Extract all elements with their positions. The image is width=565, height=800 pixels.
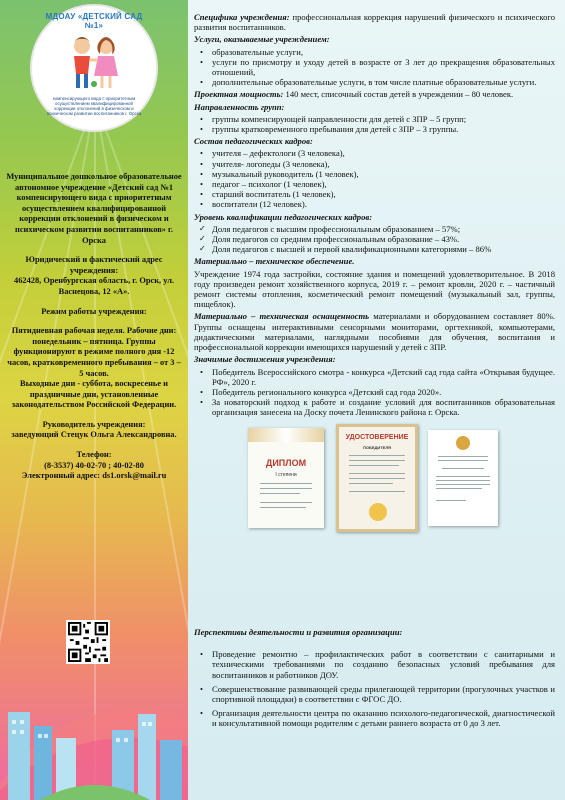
winner-certificate-image [336, 424, 418, 532]
list-item: • Победитель регионального конкурса «Детский сад года 2020». [194, 387, 555, 397]
winner-certificate-subtitle: ПОБЕДИТЕЛЯ [362, 444, 392, 450]
honor-board-certificate-image [428, 430, 498, 526]
list-item: • За новаторский подход к работе и создание условий для воспитанников образовательная организация занесена на Доску почета Ленинского района г. Орска. [194, 397, 555, 417]
phone: (8-3537) 40-02-70 ; 40-02-80 [44, 460, 144, 470]
qual-list [194, 224, 555, 255]
achv-heading: Значимые достижения учреждения: [194, 354, 336, 365]
spec-text: профессиональная коррекция нарушений физического и психического развития воспитанников. [194, 12, 555, 33]
qr-code-icon[interactable] [66, 620, 110, 664]
list-item: • группы компенсирующей направленности для детей с ЗПР – 5 групп; [194, 114, 555, 124]
logo-title: МДОАУ «ДЕТСКИЙ САД №1» [45, 12, 143, 30]
address-heading: Юридический и фактический адрес учреждения: [25, 255, 163, 275]
list-item: • Проведение ремонтно – профилактических работ в соответствии с санитарными и техническими требованиями по созданию безопасных условий пребывания для воспитанников и работников ДОУ. [194, 649, 555, 680]
groups-list [194, 114, 555, 134]
capacity-text: 140 мест, списочный состав детей в учреждении – 80 человек. [283, 89, 514, 100]
equip-text: материалами и оборудованием составляет 80%. Группы оснащены интерактивными сенсорными мониторами, оргтехникой, компьютерами, дидактическими материалами, наглядными пособиями для обучения, воспитания и профессиональной коррекции имеющихся нарушений у детей с ЗПР. [194, 311, 556, 353]
city-skyline-icon [0, 660, 188, 800]
staff-heading: Состав педагогических кадров: [194, 136, 313, 147]
children-logo-icon [62, 30, 126, 94]
services-list [194, 47, 555, 88]
head-name: заведующий Стецук Ольга Александровна. [11, 430, 177, 440]
persp-list [194, 649, 555, 728]
email[interactable]: ds1.orsk@mail.ru [102, 471, 167, 481]
list-item: • дополнительные образовательные услуги, в том числе платные образовательные услуги. [194, 77, 555, 87]
list-item: • Победитель Всероссийского смотра - конкурса «Детский сад года сайта «Открывая будущее. РФ», 2020 г. [194, 367, 555, 387]
list-item: • учителя- логопеды (3 человека), [194, 159, 555, 169]
capacity-label: Проектная мощность: [194, 89, 284, 100]
persp-heading: Перспективы деятельности и развития организации: [194, 627, 403, 637]
diploma-title: ДИПЛОМ [265, 457, 307, 468]
list-item: • педагог – психолог (1 человек), [194, 179, 555, 189]
list-item: • услуги по присмотру и уходу детей в возрасте от 3 лет до прекращения образовательных отношений, [194, 57, 555, 77]
schedule-heading: Режим работы учреждения: [41, 306, 147, 316]
right-panel [188, 0, 565, 800]
list-item: • образовательные услуги, [194, 47, 555, 57]
weekend-text: Выходные дни - суббота, воскресенье и праздничные дни, установленные законодательством Российской Федерации. [11, 379, 177, 410]
org-name: Муниципальное дошкольное образовательное автономное учреждение «Детский сад №1 компенсирующего вида с приоритетным осуществлением квалифицированной коррекции отклонений в физическом и психическом развитии воспитанников» г. Орска [6, 172, 182, 245]
list-item: • воспитатели (12 человек). [194, 199, 555, 209]
left-panel [0, 0, 188, 800]
winner-certificate-title: УДОСТОВЕРЕНИЕ [345, 433, 409, 441]
list-item: ✓ Доля педагогов со средним профессиональным образование – 43%. [194, 234, 555, 244]
diploma-image [248, 428, 324, 528]
list-item: • Организация деятельности центра по оказанию психолого-педагогической, диагностической и консультативной помощи родителям с детьми раннего возраста от 0 до 3 лет. [194, 708, 555, 728]
schedule-text: Пятидневная рабочая неделя. Рабочие дни: понедельник – пятница. Группы функционируют в режиме полного дня -12 часов, кратковременного пребывания – от 3 – 5 часов. [7, 326, 181, 378]
list-item: • группы кратковременного пребывания для детей с ЗПР – 3 группы. [194, 124, 555, 134]
diploma-subtitle: I степени [275, 471, 297, 478]
email-label: Электронный адрес: [21, 471, 101, 481]
list-item: • Совершенствование развивающей среды прилегающей территории (прогулочных участков и спортивной площадки) в соответствии с ФГОС ДО. [194, 684, 555, 704]
org-info [6, 172, 182, 491]
list-item: • старший воспитатель (1 человек), [194, 189, 555, 199]
list-item: • учителя – дефектологи (3 человека), [194, 148, 555, 158]
logo-subtitle: компенсирующего вида с приоритетным осуществлением квалифицированной коррекции отклонений в физическом и психическом развитии воспитанников г. Орска [46, 96, 142, 116]
phone-heading: Телефон: [76, 450, 112, 460]
address: 462428, Оренбургская область, г. Орск, ул. Васнецова, 12 «А». [14, 276, 174, 296]
certificates [194, 424, 555, 534]
groups-heading: Направленность групп: [194, 101, 285, 112]
list-item: ✓ Доля педагогов с высшим профессиональным образованием – 57%; [194, 224, 555, 234]
qual-heading: Уровень квалификации педагогических кадров: [194, 211, 373, 222]
perspectives-section [194, 627, 555, 733]
base-heading: Материально – техническое обеспечение. [194, 256, 355, 267]
head-heading: Руководитель учреждения: [42, 419, 146, 429]
spec-label: Специфика учреждения: [194, 12, 290, 22]
staff-list [194, 148, 555, 209]
base-text: Учреждение 1974 года застройки, состояние здания и помещений удовлетворительное. В 2018 году произведен ремонт хозяйственного корпуса, 2019 г. – ремонт кровли, 2020 г. – частичный ремонт системы отопления, косметический ремонт помещений (музыкальный зал, группы, пищеблок). [194, 268, 555, 310]
list-item: ✓ Доля педагогов с высшей и первой квалификационными категориями – 86% [194, 244, 555, 254]
achv-list [194, 367, 555, 418]
services-heading: Услуги, оказываемые учреждением: [194, 34, 330, 45]
main-content [194, 12, 555, 542]
list-item: • музыкальный руководитель (1 человек), [194, 169, 555, 179]
equip-label: Материально – техническая оснащенность [194, 311, 370, 322]
